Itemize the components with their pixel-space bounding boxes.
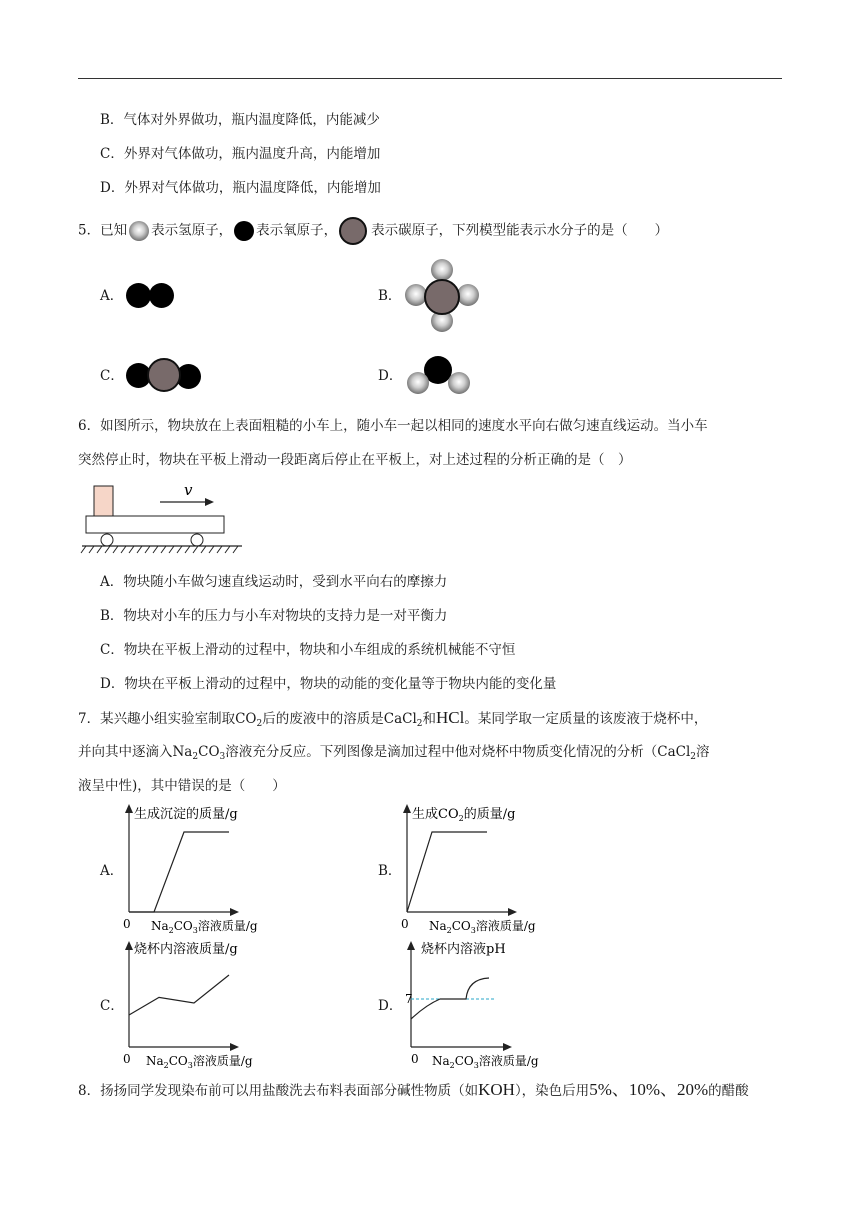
q6-option-b: B．物块对小车的压力与小车对物块的支持力是一对平衡力 xyxy=(100,608,448,624)
x-axis-arrow-icon xyxy=(508,908,517,916)
block xyxy=(94,486,113,516)
y-axis-label: 烧杯内溶液pH xyxy=(421,942,506,957)
hydrogen-atom-icon xyxy=(127,221,151,241)
y-axis-label: 烧杯内溶液质量/g xyxy=(134,942,238,957)
q5-label-a: A． xyxy=(100,288,124,304)
chart-d-ph xyxy=(396,935,566,1070)
origin-label: 0 xyxy=(401,917,409,931)
y-axis-arrow-icon xyxy=(403,804,411,813)
q7-stem-line1: 7．某兴趣小组实验室制取$CO_2$后的废液中的溶质是CaCl$_2$和HCl。某同学取一定质量的该废液于烧杯中， xyxy=(78,708,708,729)
q6-option-c: C．物块在平板上滑动的过程中，物块和小车组成的系统机械能不守恒 xyxy=(100,642,516,658)
y-axis-label: 生成$CO_2$的质量/g xyxy=(412,807,516,823)
y-axis-arrow-icon xyxy=(407,941,415,950)
wheel-left xyxy=(101,534,113,546)
chart-c-solution-mass xyxy=(118,935,288,1070)
cart-diagram xyxy=(80,478,246,558)
q5-label-c: C． xyxy=(100,368,124,384)
y-axis-arrow-icon xyxy=(125,941,133,950)
q7-label-d: D． xyxy=(378,998,403,1014)
q5-label-b: B． xyxy=(378,288,402,304)
q7-stem-line3: 液呈中性)，其中错误的是（ ） xyxy=(78,778,286,794)
q4-option-b: B．气体对外界做功，瓶内温度降低，内能减少 xyxy=(100,112,380,128)
y-axis-label: 生成沉淀的质量/g xyxy=(134,807,238,822)
y-axis-arrow-icon xyxy=(125,804,133,813)
wheel-right xyxy=(191,534,203,546)
series-line xyxy=(129,832,229,912)
x-axis-label: $Na_2CO_3$溶液质量/g xyxy=(429,919,536,935)
x-axis-arrow-icon xyxy=(230,908,239,916)
series-line xyxy=(129,975,229,1015)
q5-stem: 5．已知 表示氢原子， 表示氧原子， 表示碳原子，下列模型能表示水分子的是（ ） xyxy=(78,217,668,245)
x-axis-label: $Na_2CO_3$溶液质量/g xyxy=(146,1054,253,1070)
header-rule xyxy=(78,78,782,79)
q7-label-a: A． xyxy=(100,863,124,879)
q7-stem-line2: 并向其中逐滴入$Na_2CO_3$溶液充分反应。下列图像是滴加过程中他对烧杯中物质变化情况的分析（CaCl$_2$溶 xyxy=(78,744,710,762)
carbon-atom-icon xyxy=(337,217,371,245)
q7-label-c: C． xyxy=(100,998,124,1014)
origin-label: 0 xyxy=(123,1052,131,1066)
q7-label-b: B． xyxy=(378,863,402,879)
q4-option-d: D．外界对气体做功，瓶内温度降低，内能增加 xyxy=(100,180,381,196)
q8-stem: 8．扬扬同学发现染布前可以用盐酸洗去布料表面部分碱性物质（如KOH），染色后用5%、10%、20%的醋酸 xyxy=(78,1080,749,1099)
x-axis-label: $Na_2CO_3$溶液质量/g xyxy=(151,919,258,935)
arrow-head-icon xyxy=(205,498,214,506)
q6-stem-line2: 突然停止时，物块在平板上滑动一段距离后停止在平板上，对上述过程的分析正确的是（ ） xyxy=(78,452,632,468)
q6-stem-line1: 6．如图所示，物块放在上表面粗糙的小车上，随小车一起以相同的速度水平向右做匀速直线运动。当小车 xyxy=(78,418,708,434)
q5-label-d: D． xyxy=(378,368,403,384)
series-line xyxy=(407,832,487,912)
oxygen-atom-icon xyxy=(232,221,256,241)
origin-label: 0 xyxy=(123,917,131,931)
chart-a-precipitate xyxy=(118,800,288,935)
q6-option-d: D．物块在平板上滑动的过程中，物块的动能的变化量等于物块内能的变化量 xyxy=(100,676,557,692)
y-tick-7: 7 xyxy=(405,992,413,1006)
chart-b-co2 xyxy=(396,800,566,935)
origin-label: 0 xyxy=(411,1052,419,1066)
x-axis-arrow-icon xyxy=(503,1043,512,1051)
x-axis-label: $Na_2CO_3$溶液质量/g xyxy=(432,1054,539,1070)
x-axis-arrow-icon xyxy=(230,1043,239,1051)
cart-body xyxy=(86,516,224,533)
velocity-label: v xyxy=(184,481,193,499)
q4-option-c: C．外界对气体做功，瓶内温度升高，内能增加 xyxy=(100,146,381,162)
q6-option-a: A．物块随小车做匀速直线运动时，受到水平向右的摩擦力 xyxy=(100,574,448,590)
